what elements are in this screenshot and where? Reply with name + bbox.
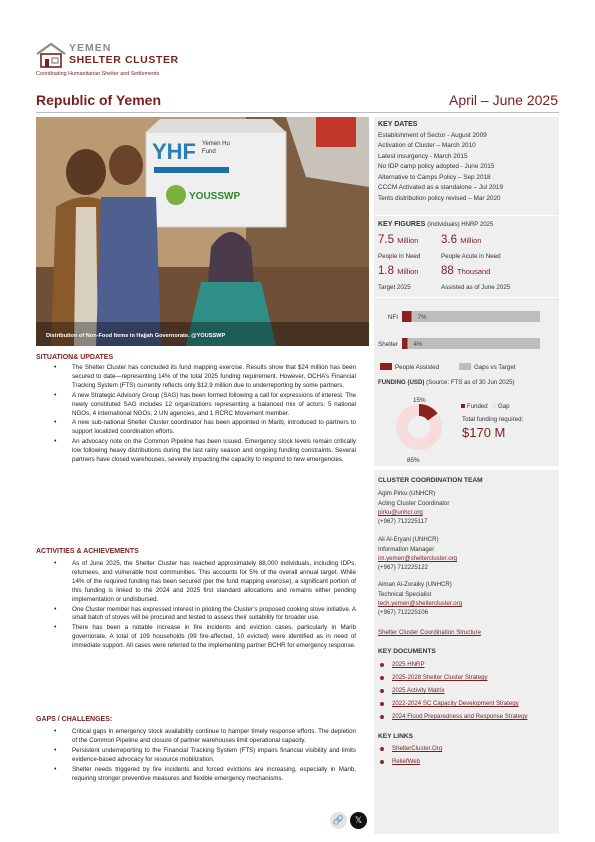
photo-caption: Distribution of Non-Food Items in Hajjah Governorate. @YOUSSWP	[46, 333, 226, 339]
share-x-button[interactable]	[350, 812, 367, 829]
fig-people-in-need: 7.5 Million	[378, 234, 419, 246]
bar-category-label: Shelter	[378, 341, 398, 348]
legend-label-funded: Funded	[467, 403, 488, 410]
pie-label-funded: 15%	[413, 397, 426, 404]
box-brand-text: YOUSSWP	[189, 191, 241, 202]
bullet-dot-icon	[380, 715, 384, 719]
gaps-list	[36, 728, 356, 784]
situation-item: • An advocacy note on the Common Pipeline has been issued. Emergency stock levels remain critically low following heavy distributions during the last rainy season and ongoing funding constraints. Several partners have closed warehouses, severely impacting the capacity to respond to new emergencies.	[36, 438, 356, 465]
funding-title: FUNDING (USD) (Source: FTS as of 30 Jun 2025)	[378, 379, 515, 386]
fig-target: 1.8 Million	[378, 265, 419, 277]
situation-list	[36, 364, 356, 466]
activities-item: • As of June 2025, the Shelter Cluster has reached approximately 88,000 individuals, including IDPs, returnees, and vulnerable host communities. This accounts for 5% of the overall annual target. While 14% of the required funding has been secured (per the fund mapping exercise), a significant portion of this funding is linked to the 2024 and 2025 first standard allocations and remains either pending implementation or undisbursed.	[36, 560, 356, 605]
activities-list	[36, 560, 356, 652]
contact-role: Technical Specialist	[378, 591, 432, 598]
bullet-dot-icon	[380, 747, 384, 751]
key-documents-title: KEY DOCUMENTS	[378, 648, 436, 655]
logo-tagline: Coordinating Humanitarian Shelter and Settlements	[36, 71, 160, 77]
pie-label-gap: 85%	[407, 457, 420, 464]
contact-name: Aiman Al-Zoraiky (UNHCR)	[378, 581, 452, 588]
house-logo-icon	[36, 42, 66, 68]
period-title: April – June 2025	[449, 92, 558, 108]
bar-people-assisted	[402, 338, 408, 349]
link-icon: 🔗	[332, 815, 345, 825]
contact-role: Information Manager	[378, 546, 435, 553]
contact-email-link[interactable]: im.yemen@sheltercluster.org	[378, 555, 458, 562]
fig-assisted: 88 Thousand	[441, 265, 491, 277]
bar-gap	[412, 311, 540, 322]
legend-swatch-assisted	[380, 363, 392, 370]
gaps-title: GAPS / CHALLENGES:	[36, 716, 113, 723]
situation-title: SITUATION& UPDATES	[36, 354, 114, 361]
legend-swatch-funded	[461, 404, 465, 408]
legend-label-assisted: People Assisted	[395, 364, 440, 371]
activities-item: • There has been a notable increase in fire incidents and eviction cases, particularly in Marib governorate. A total of 109 households (99 fire-affected, 10 evicted) were identified as in need of immediate support. All cases were referred to the implementing partner BCHR for emergency response.	[36, 624, 356, 651]
legend-label-gap: Gaps vs Target	[474, 364, 516, 371]
box-text-1: Yemen Hu	[202, 141, 230, 147]
fig-people-in-need-label: People in Need	[378, 253, 421, 260]
funding-pie-chart	[374, 387, 559, 467]
coordination-panel	[374, 470, 559, 834]
activities-item: • One Cluster member has expressed interest in piloting the Cluster’s proposed cooking stove initiative. A small batch of stoves will be procured and tested to assess their suitability for broader use.	[36, 606, 356, 624]
panel-separator	[374, 297, 559, 298]
key-date-item: Tents distribution policy revised – Mar 2020	[378, 194, 501, 202]
gaps-item: • Shelter needs triggered by fire incidents and forced evictions are increasing, especially in Marib, requiring stronger preventive measures and flexible emergency mechanisms.	[36, 766, 356, 784]
shelter-cluster-logo	[36, 40, 186, 82]
box-text-2: Fund	[202, 149, 216, 155]
legend-swatch-gap	[459, 363, 471, 370]
contact-phone: (+967) 712225106	[378, 609, 428, 616]
legend-label-gap: Gap	[498, 403, 510, 410]
bullet-dot-icon	[380, 702, 384, 706]
key-date-item: Alternative to Camps Policy – Sep 2018	[378, 173, 491, 181]
bar-data-label: 4%	[413, 341, 423, 348]
key-link[interactable]: ReliefWeb	[392, 758, 420, 765]
photo-illustration	[36, 117, 369, 346]
gaps-item: • Persistent underreporting to the Financial Tracking System (FTS) impairs financial visibility and limits evidence-based advocacy for resource mobilization.	[36, 747, 356, 765]
coordination-structure-link[interactable]: Shelter Cluster Coordination Structure	[378, 629, 481, 636]
gaps-item: • Critical gaps in emergency stock availability continue to hamper timely response efforts. The depletion of the Common Pipeline and closure of partner warehouses limit operational capacity.	[36, 728, 356, 746]
total-funding-label: Total funding required:	[462, 416, 524, 423]
country-title: Republic of Yemen	[36, 92, 161, 108]
share-link-button[interactable]	[330, 812, 347, 829]
document-link[interactable]: 2025-2028 Shelter Cluster Strategy	[392, 674, 488, 681]
key-date-item: No IDP camp policy adopted - June 2015	[378, 163, 495, 170]
document-link[interactable]: 2025 Activity Matrix	[392, 687, 445, 694]
total-funding-value: $170 M	[462, 425, 506, 440]
contact-name: Ali Al-Eryani (UNHCR)	[378, 536, 439, 543]
document-link[interactable]: 2024 Flood Preparedness and Response Strategy	[392, 713, 528, 720]
key-dates-title: KEY DATES	[378, 121, 418, 128]
fig-assisted-label: Assisted as of June 2025	[441, 284, 511, 291]
people-assisted-bar-chart	[374, 301, 559, 376]
legend-swatch-gap	[492, 404, 496, 408]
contact-role: Acting Cluster Coordinator	[378, 500, 450, 507]
contact-name: Agim Pirku (UNHCR)	[378, 490, 436, 497]
key-date-item: Activation of Cluster – March 2010	[378, 142, 476, 149]
panel-separator	[374, 215, 559, 216]
situation-item: • The Shelter Cluster has concluded its fund mapping exercise. Results show that $24 million has been secured to date—representing 14% of the total 2025 funding requirement. However, OCHA’s Financial Tracking System (FTS) currently reflects only $12.9 million due to underreporting by some partners.	[36, 364, 356, 391]
contact-phone: (+967) 712225122	[378, 564, 428, 571]
key-date-item: CCCM Activated as a standalone – Jul 2019	[378, 184, 504, 191]
box-yhf-text: YHF	[152, 139, 196, 164]
document-link[interactable]: 2025 HNRP	[392, 661, 425, 668]
fig-target-label: Target 2025	[378, 284, 411, 291]
hero-photo	[36, 117, 369, 346]
coordination-title: CLUSTER COORDINATION TEAM	[378, 477, 483, 484]
bullet-dot-icon	[380, 689, 384, 693]
fig-acute-need: 3.6 Million	[441, 234, 482, 246]
bullet-dot-icon	[380, 663, 384, 667]
key-link[interactable]: ShelterCluster.Org	[392, 745, 443, 752]
situation-item: • A new Strategic Advisory Group (SAG) has been formed following a call for expressions of interest. The newly constituted SAG includes 12 organizations representing a balanced mix of actors: 5 national NGOs, 4 international NGOs, 2 UN agencies, and 1 RCRC Movement member.	[36, 392, 356, 419]
x-icon: 𝕏	[354, 815, 363, 825]
title-divider	[36, 112, 559, 113]
key-links-title: KEY LINKS	[378, 733, 414, 740]
key-info-panel	[374, 117, 559, 466]
bar-gap	[408, 338, 540, 349]
key-date-item: Latest insurgency - March 2015	[378, 152, 468, 160]
bullet-dot-icon	[380, 676, 384, 680]
fig-acute-need-label: People Acute in Need	[441, 253, 501, 260]
bullet-dot-icon	[380, 760, 384, 764]
contact-phone: (+967) 712225117	[378, 518, 428, 525]
bar-category-label: NFI	[387, 314, 398, 321]
contact-email-link[interactable]: tech.yemen@sheltercluster.org	[378, 600, 463, 607]
activities-title: ACTIVITIES & ACHIEVEMENTS	[36, 548, 139, 555]
bar-data-label: 7%	[417, 314, 427, 321]
contact-email-link[interactable]: pirku@unhcr.org	[378, 509, 423, 516]
key-date-item: Establishment of Sector - August 2009	[378, 132, 487, 139]
key-figures-title: KEY FIGURES (Individuals) HNRP 2025	[378, 221, 494, 228]
bar-people-assisted	[402, 311, 412, 322]
situation-item: • A new sub-national Shelter Cluster coordinator has been appointed in Marib, introduced to partners to support localized coordination efforts.	[36, 419, 356, 437]
logo-shelter-cluster-text: SHELTER CLUSTER	[69, 54, 179, 66]
logo-yemen-text: YEMEN	[69, 42, 112, 54]
document-link[interactable]: 2022-2024 SC Capacity Development Strategy	[392, 700, 519, 707]
